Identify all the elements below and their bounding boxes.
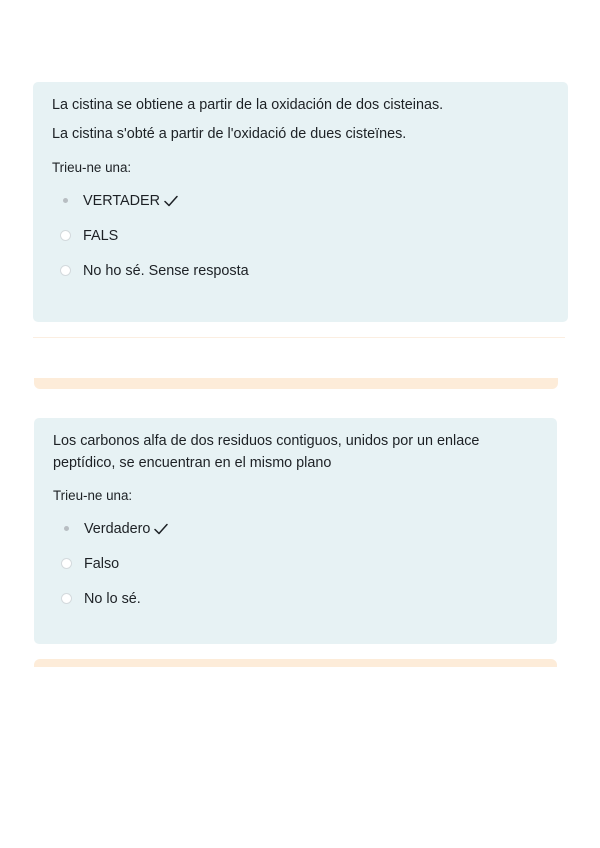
answer-label: No lo sé.: [84, 590, 141, 607]
answer-prompt: Trieu-ne una:: [53, 488, 133, 503]
radio-unselected[interactable]: [61, 593, 72, 604]
answer-label: FALS: [83, 227, 119, 244]
answer-prompt: Trieu-ne una:: [52, 160, 132, 175]
radio-unselected[interactable]: [61, 558, 72, 569]
feedback-bar: [34, 378, 558, 389]
divider: [33, 337, 565, 338]
answer-option-no-lo-se[interactable]: [53, 581, 537, 616]
answer-label: VERTADER: [83, 192, 161, 209]
feedback-bar: [34, 659, 557, 667]
answer-label: Falso: [84, 555, 120, 572]
radio-selected[interactable]: [60, 195, 71, 206]
radio-selected[interactable]: [61, 523, 72, 534]
answer-option-fals[interactable]: [52, 218, 548, 253]
answer-option-vertader[interactable]: [52, 183, 548, 218]
answer-label: Verdadero: [84, 520, 151, 537]
checkmark-icon: [164, 195, 178, 207]
radio-unselected[interactable]: [60, 230, 71, 241]
question-card-2: [34, 418, 557, 644]
answer-list: [52, 183, 548, 288]
answer-list: [53, 511, 537, 616]
answer-option-falso[interactable]: [53, 546, 537, 581]
question-text-catalan: La cistina s'obté a partir de l'oxidació de dues cisteïnes.: [52, 126, 407, 142]
question-card-1: [33, 82, 568, 322]
radio-unselected[interactable]: [60, 265, 71, 276]
checkmark-icon: [154, 523, 168, 535]
question-text: Los carbonos alfa de dos residuos contiguos, unidos por un enlace peptídico, se encuentran en el mismo plano: [53, 433, 480, 471]
answer-option-no-ho-se[interactable]: [52, 253, 548, 288]
question-text-spanish: La cistina se obtiene a partir de la oxidación de dos cisteinas.: [52, 97, 444, 113]
answer-label: No ho sé. Sense resposta: [83, 262, 249, 279]
answer-option-verdadero[interactable]: [53, 511, 537, 546]
